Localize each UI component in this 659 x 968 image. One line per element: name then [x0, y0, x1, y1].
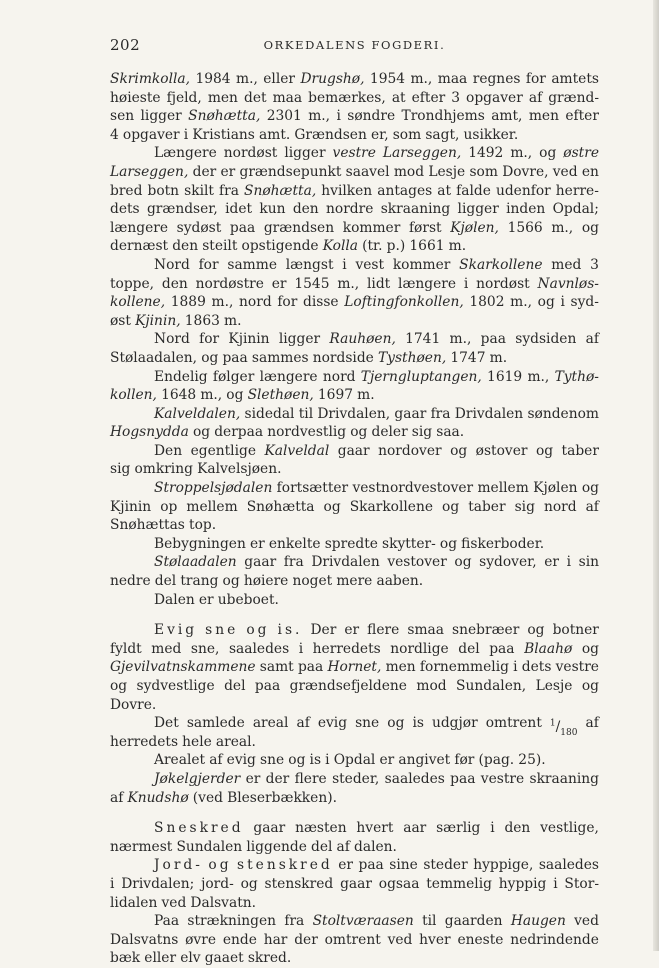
body-text [110, 70, 599, 968]
text-line: Stroppelsjødalen fortsætter vestnordvestover mellem Kjølen og [154, 480, 599, 497]
text-line: Skrimkolla, 1984 m., eller Drugshø, 1954 m., maa regnes for amtets [110, 71, 599, 87]
text-line: dernæst den steilt opstigende Kolla (tr. p.) 1661 m. [110, 238, 467, 255]
paragraph [110, 819, 599, 856]
text-line: Larseggen, der er grændsepunkt saavel mod Lesje som Dovre, ved en [110, 163, 599, 180]
paragraph [110, 442, 599, 479]
text-line: Længere nordøst ligger vestre Larseggen, 1492 m., og østre [154, 145, 599, 162]
paragraph [110, 553, 599, 590]
text-line: høieste fjeld, men det maa bemærkes, at efter 3 opgaver af grænd- [110, 89, 599, 106]
text-line: i Drivdalen; jord- og stenskred gaar ogsaa temmelig hyppig i Stor- [110, 875, 599, 892]
text-line: Dalen er ubeboet. [154, 591, 279, 608]
paragraph [110, 621, 599, 714]
text-line: Hogsnydda og derpaa nordvestlig og deler sig saa. [110, 424, 465, 441]
paragraph [110, 256, 599, 330]
text-line: og sydvestlige del paa grændsefjeldene mod Sundalen, Lesje og [110, 678, 599, 694]
text-line: sen ligger Snøhætta, 2301 m., i søndre Trondhjems amt, men efter [110, 108, 599, 125]
text-line: Dalsvatns øvre ende har der omtrent ved hver eneste nedrindende [110, 931, 599, 948]
paragraph [110, 144, 599, 256]
text-line: Sneskred gaar næsten hvert aar særlig i den vestlige, [154, 820, 599, 837]
text-line: 4 opgaver i Kristians amt. Grændsen er, som sagt, usikker. [110, 126, 519, 143]
paragraph [110, 714, 599, 751]
paragraph [110, 591, 599, 610]
text-line: Nord for samme længst i vest kommer Skarkollene med 3 [154, 256, 599, 273]
paragraph [110, 751, 599, 770]
text-line: dets grændser, idet kun den nordre skraaning ligger inden Opdal; [110, 201, 599, 218]
text-line: af Knudshø (ved Bleserbækken). [110, 789, 337, 806]
text-line: Dovre. [110, 696, 157, 713]
paragraph [110, 70, 599, 144]
running-title: ORKEDALENS FOGDERI. [263, 38, 446, 52]
page-edge [653, 0, 659, 951]
text-line: nærmest Sundalen liggende del af dalen. [110, 838, 397, 855]
text-line: Arealet af evig sne og is i Opdal er angivet før (pag. 25). [154, 752, 546, 769]
text-line: Kalveldalen, sidedal til Drivdalen, gaar fra Drivdalen søndenom [154, 405, 599, 422]
text-line: Den egentlige Kalveldal gaar nordover og østover og taber [154, 442, 599, 459]
text-line: fyldt med sne, saaledes i herredets nordlige del paa Blaahø og [110, 640, 599, 657]
text-line: Snøhættas top. [110, 517, 217, 534]
paragraph [110, 330, 599, 367]
text-line: toppe, den nordøstre er 1545 m., lidt længere i nordøst Navnløs- [110, 275, 599, 292]
paragraph [110, 368, 599, 405]
text-line: Kjinin op mellem Snøhætta og Skarkollene og taber sig nord af [110, 498, 599, 515]
text-line: bred botn skilt fra Snøhætta, hvilken antages at falde udenfor herre- [110, 182, 599, 199]
paragraph [110, 856, 599, 912]
text-line: sig omkring Kalvelsjøen. [110, 461, 282, 478]
paragraph [110, 479, 599, 535]
text-line: kollene, 1889 m., nord for disse Loftingfonkollen, 1802 m., og i syd- [110, 294, 599, 311]
text-line: Endelig følger længere nord Tjerngluptangen, 1619 m., Tythø- [154, 368, 599, 385]
text-line: kollen, 1648 m., og Slethøen, 1697 m. [110, 387, 375, 404]
paragraph [110, 535, 599, 554]
text-line: Stølaadalen gaar fra Drivdalen vestover og sydover, er i sin [154, 554, 599, 571]
paragraph [110, 912, 599, 968]
text-line: Det samlede areal af evig sne og is udgjør omtrent $^1/_{180}$ af [154, 715, 599, 738]
page-header [110, 36, 599, 56]
text-line: herredets hele areal. [110, 733, 256, 750]
text-line: lidalen ved Dalsvatn. [110, 894, 257, 911]
paragraph [110, 405, 599, 442]
text-line: nedre del trang og høiere noget mere aaben. [110, 573, 424, 590]
text-line: øst Kjinin, 1863 m. [110, 312, 242, 329]
text-line: Paa strækningen fra Stoltværaasen til gaarden Haugen ved [154, 913, 599, 930]
text-line: Evig sne og is. Der er flere smaa snebræer og botner [154, 622, 599, 639]
text-line: Nord for Kjinin ligger Rauhøen, 1741 m., paa sydsiden af [154, 331, 599, 348]
paragraph [110, 770, 599, 807]
text-line: Jøkelgjerder er der flere steder, saaledes paa vestre skraaning [154, 770, 599, 787]
text-line: længere sydøst paa grændsen kommer først Kjølen, 1566 m., og [110, 219, 599, 236]
page-number: 202 [110, 36, 141, 54]
text-line: bæk eller elv gaaet skred. [110, 950, 292, 967]
text-line: Jord- og stenskred er paa sine steder hyppige, saaledes [154, 857, 599, 874]
text-line: Stølaadalen, og paa sammes nordside Tysthøen, 1747 m. [110, 349, 508, 366]
text-line: Bebygningen er enkelte spredte skytter- og fiskerboder. [154, 535, 545, 552]
text-line: Gjevilvatnskammene samt paa Hornet, men fornemmelig i dets vestre [110, 659, 599, 676]
